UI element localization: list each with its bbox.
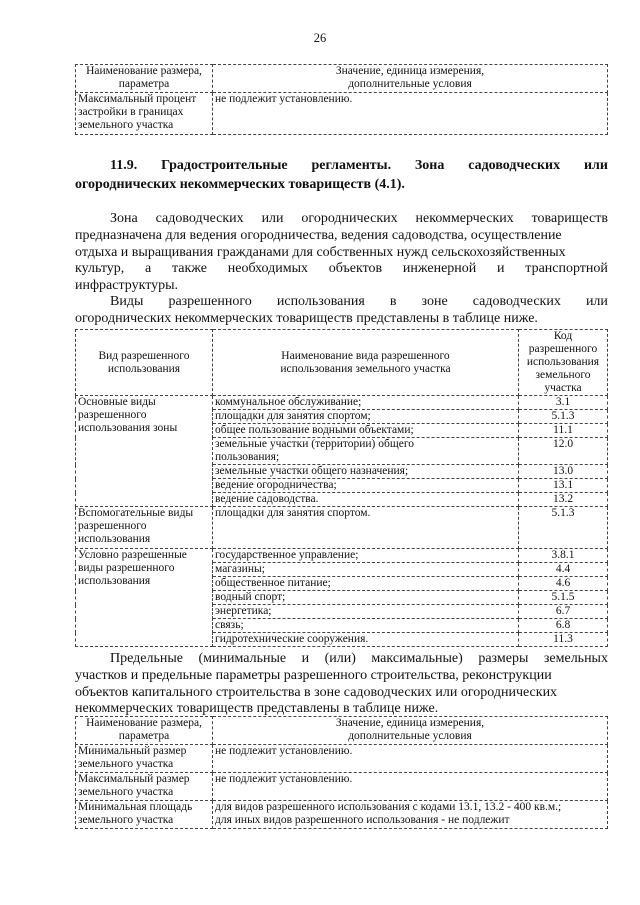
table1-row-param: Максимальный процент застройки в границах земельного участка	[76, 93, 213, 135]
use-code: 12.0	[519, 438, 608, 465]
table-row: ведение огородничества;	[213, 479, 519, 493]
use-types-intro-paragraph: Виды разрешенного использования в зоне садоводческих или огороднических некоммерческих товариществ представлены в таблице ниже.	[75, 294, 608, 326]
use-code: 6.7	[519, 605, 608, 619]
parameters-table-previous	[75, 64, 608, 135]
table1-header-value: Значение, единица измерения, дополнительные условия	[213, 65, 608, 93]
heading-line1: 11.9. Градостроительные регламенты. Зона садоводческих или	[110, 158, 608, 173]
page-number: 26	[313, 31, 327, 45]
table-row: ведение садоводства.	[213, 493, 519, 507]
table3-header-param: Наименование размера, параметра	[76, 717, 213, 745]
table-row: магазины;	[213, 563, 519, 577]
table-row: земельные участки общего назначения;	[213, 465, 519, 479]
permitted-use-table	[75, 329, 608, 647]
table-row: водный спорт;	[213, 591, 519, 605]
use-code: 4.4	[519, 563, 608, 577]
table1-header-param: Наименование размера, параметра	[76, 65, 213, 93]
table2-header-code: Код разрешенного использования земельного участка	[519, 330, 608, 396]
table-row: гидротехнические сооружения.	[213, 633, 519, 647]
use-code: 11.1	[519, 424, 608, 438]
use-code: 13.2	[519, 493, 608, 507]
heading-line2: огороднических некоммерческих товариществ (4.1).	[75, 177, 405, 192]
use-code: 5.1.5	[519, 591, 608, 605]
use-code: 5.1.3	[519, 410, 608, 424]
size-limits-table	[75, 716, 608, 829]
table3-header-value: Значение, единица измерения, дополнительные условия	[213, 717, 608, 745]
table1-row-value: не подлежит установлению.	[213, 93, 608, 135]
use-code: 3.8.1	[519, 549, 608, 563]
use-code: 11.3	[519, 633, 608, 647]
table2-kind-main: Основные виды разрешенного использования зоны	[76, 396, 213, 507]
table-row: связь;	[213, 619, 519, 633]
table-row: площадки для занятия спортом;	[213, 410, 519, 424]
table2-kind-auxiliary: Вспомогательные виды разрешенного использования	[76, 507, 213, 549]
use-code: 3.1	[519, 396, 608, 410]
use-code: 4.6	[519, 577, 608, 591]
table3-row-value: не подлежит установлению.	[213, 773, 608, 801]
table-row: общее пользование водными объектами;	[213, 424, 519, 438]
value-line: для иных видов разрешенного использования - не подлежит	[215, 814, 510, 826]
table-row: энергетика;	[213, 605, 519, 619]
use-code: 13.0	[519, 465, 608, 479]
table2-kind-conditional: Условно разрешенные виды разрешенного использования	[76, 549, 213, 647]
table3-row-param: Минимальная площадь земельного участка	[76, 801, 213, 829]
table2-header-kind: Вид разрешенного использования	[76, 330, 213, 396]
table-row: площадки для занятия спортом.	[213, 507, 519, 549]
table-row: государственное управление;	[213, 549, 519, 563]
table3-row-value: не подлежит установлению.	[213, 745, 608, 773]
table-row: общественное питание;	[213, 577, 519, 591]
table2-header-name: Наименование вида разрешенного использования земельного участка	[213, 330, 519, 396]
table3-row-value	[213, 801, 608, 829]
zone-description-paragraph: Зона садоводческих или огороднических некоммерческих товариществ предназначена для ведения огородничества, ведения садоводства, осуществление отдыха и выращивания гражданами для собственных нужд сельскохозяйственных культур, а также необходимых объектов инженерной и транспортной инфраструктуры.	[75, 211, 608, 294]
limits-intro-paragraph: Предельные (минимальные и (или) максимальные) размеры земельных участков и предельные параметры разрешенного строительства, реконструкции объектов капитального строительства в зоне садоводческих или огороднических некоммерческих товариществ представлены в таблице ниже.	[75, 651, 608, 717]
use-code: 6.8	[519, 619, 608, 633]
use-code: 5.1.3	[519, 507, 608, 549]
table3-row-param: Максимальный размер земельного участка	[76, 773, 213, 801]
table-row: земельные участки (территории) общего пользования;	[213, 438, 519, 465]
use-code: 13.1	[519, 479, 608, 493]
section-heading	[75, 156, 608, 194]
table-row: коммунальное обслуживание;	[213, 396, 519, 410]
table3-row-param: Минимальный размер земельного участка	[76, 745, 213, 773]
value-line: для видов разрешенного использования с кодами 13.1, 13.2 - 400 кв.м.;	[215, 801, 562, 813]
